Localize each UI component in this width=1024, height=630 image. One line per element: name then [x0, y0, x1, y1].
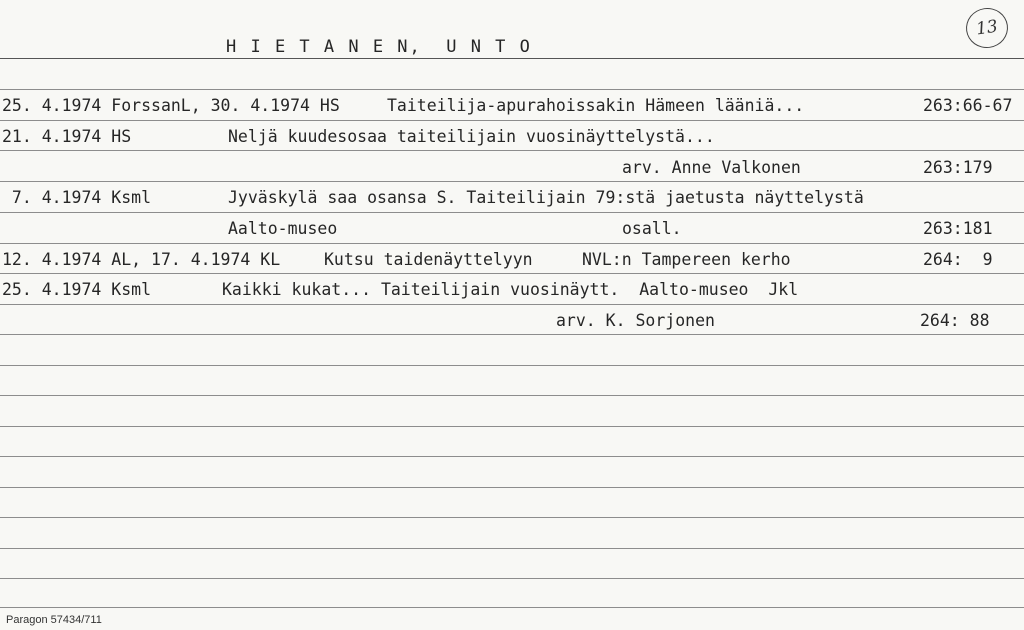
card-rule: [0, 365, 1024, 366]
entry-ref: 264: 88: [920, 311, 990, 330]
entry-date: 21. 4.1974 HS: [2, 127, 132, 146]
entry-title: Neljä kuudesosaa taiteilijain vuosinäyttelystä...: [228, 127, 715, 146]
entry-note: arv. K. Sorjonen: [556, 311, 715, 330]
entry-title: Taiteilija-apurahoissakin Hämeen lääniä...: [387, 96, 805, 115]
entry-title: Kaikki kukat... Taiteilijain vuosinäytt. Aalto-museo Jkl: [222, 280, 799, 299]
entry-title: Aalto-museo: [228, 219, 338, 238]
entry-date: 7. 4.1974 Ksml: [2, 188, 152, 207]
entry-ref: 264: 9: [923, 250, 993, 269]
entry-note: arv. Anne Valkonen: [622, 158, 801, 177]
entry-date: 25. 4.1974 ForssanL, 30. 4.1974 HS: [2, 96, 340, 115]
card-rule: [0, 395, 1024, 396]
card-rule: [0, 58, 1024, 59]
card-rule: [0, 212, 1024, 213]
card-footer-print-code: Paragon 57434/711: [6, 614, 102, 626]
card-rule: [0, 487, 1024, 488]
card-rule: [0, 181, 1024, 182]
entry-note: osall.: [622, 219, 682, 238]
card-rule: [0, 548, 1024, 549]
card-rule: [0, 89, 1024, 90]
card-rule: [0, 120, 1024, 121]
page-number-circle: 13: [963, 5, 1010, 50]
card-name-heading: H I E T A N E N, U N T O: [226, 37, 532, 57]
card-rule: [0, 273, 1024, 274]
card-rule: [0, 578, 1024, 579]
entry-note: NVL:n Tampereen kerho: [582, 250, 791, 269]
entry-ref: 263:179: [923, 158, 993, 177]
card-rule: [0, 334, 1024, 335]
card-rule: [0, 456, 1024, 457]
entry-title: Jyväskylä saa osansa S. Taiteilijain 79:stä jaetusta näyttelystä: [228, 188, 864, 207]
card-rule: [0, 426, 1024, 427]
card-rule: [0, 304, 1024, 305]
entry-date: 12. 4.1974 AL, 17. 4.1974 KL: [2, 250, 281, 269]
card-rule: [0, 243, 1024, 244]
card-rule: [0, 150, 1024, 151]
card-rule: [0, 607, 1024, 608]
entry-title: Kutsu taidenäyttelyyn: [324, 250, 533, 269]
card-rule: [0, 517, 1024, 518]
entry-ref: 263:181: [923, 219, 993, 238]
entry-date: 25. 4.1974 Ksml: [2, 280, 152, 299]
entry-ref: 263:66-67: [923, 96, 1013, 115]
